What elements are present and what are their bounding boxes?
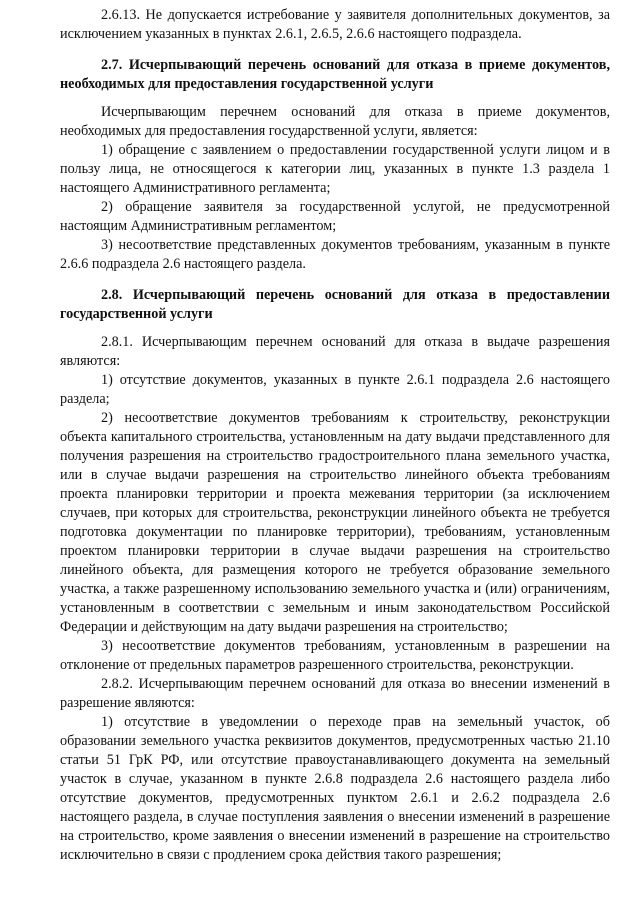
list-item-2-8-1-2: 2) несоответствие документов требованиям к строительству, реконструкции объекта капитального строительства, установленным на дату выдачи представленного для получения разрешения на строительство градостроительного плана земельного участка, или в случае выдачи разрешения на строительство линейного объекта требованиям проекта планировки территории и проекта межевания территории (за исключением случаев, при которых для строительства, реконструкции линейного объекта не требуется подготовка документации по планировке территории), требованиям, установленным проектом планировки территории в случае выдачи разрешения на строительство линейного объекта, для размещения которого не требуется образование земельного участка, а также разрешенному использованию земельного участка и (или) ограничениям, установленным в соответствии с земельным и иным законодательством Российской Федерации и действующим на дату выдачи разрешения на строительство; — [60, 410, 610, 635]
list-item-2-8-1-1: 1) отсутствие документов, указанных в пункте 2.6.1 подраздела 2.6 настоящего раздела; — [60, 372, 610, 407]
list-item-2-8-2-1: 1) отсутствие в уведомлении о переходе прав на земельный участок, об образовании земельного участка реквизитов документов, предусмотренных частью 21.10 статьи 51 ГрК РФ, или отсутствие правоустанавливающего документа на земельный участок в случае, указанном в пункте 2.6.8 подраздела 2.6 настоящего раздела либо отсутствие документов, предусмотренных пунктом 2.6.1 и 2.6.2 подраздела 2.6 настоящего раздела, в случае поступления заявления о внесении изменений в разрешение на строительство, кроме заявления о внесении изменений в разрешение на строительство исключительно в связи с продлением срока действия такого разрешения; — [60, 714, 610, 863]
document-page — [60, 6, 610, 865]
paragraph-2-8-2: 2.8.2. Исчерпывающим перечнем оснований для отказа во внесении изменений в разрешение являются: — [60, 676, 610, 711]
heading-2-8: 2.8. Исчерпывающий перечень оснований для отказа в предоставлении государственной услуги — [60, 287, 610, 322]
list-item-2-7-2: 2) обращение заявителя за государственной услугой, не предусмотренной настоящим Административным регламентом; — [60, 199, 610, 234]
paragraph-2-8-1: 2.8.1. Исчерпывающим перечнем оснований для отказа в выдаче разрешения являются: — [60, 334, 610, 369]
heading-2-7: 2.7. Исчерпывающий перечень оснований для отказа в приеме документов, необходимых для предоставления государственной услуги — [60, 57, 610, 92]
list-item-2-7-3: 3) несоответствие представленных документов требованиям, указанным в пункте 2.6.6 подраздела 2.6 настоящего раздела. — [60, 237, 610, 272]
paragraph-2-7-intro: Исчерпывающим перечнем оснований для отказа в приеме документов, необходимых для предоставления государственной услуги, является: — [60, 104, 610, 139]
paragraph-2-6-13: 2.6.13. Не допускается истребование у заявителя дополнительных документов, за исключением указанных в пунктах 2.6.1, 2.6.5, 2.6.6 настоящего подраздела. — [60, 7, 610, 42]
list-item-2-8-1-3: 3) несоответствие документов требованиям, установленным в разрешении на отклонение от предельных параметров разрешенного строительства, реконструкции. — [60, 638, 610, 673]
list-item-2-7-1: 1) обращение с заявлением о предоставлении государственной услуги лицом и в пользу лица, не относящегося к категории лиц, указанных в пункте 1.3 раздела 1 настоящего Административного регламента; — [60, 142, 610, 196]
